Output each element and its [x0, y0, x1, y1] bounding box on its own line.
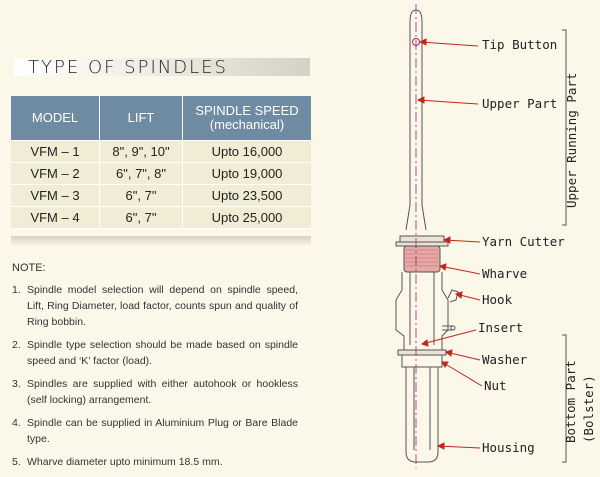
hook-shape [448, 290, 458, 302]
header-speed-line2: (mechanical) [209, 117, 285, 132]
label-wharve: Wharve [482, 266, 528, 281]
label-upper-running-part: Upper Running Part [564, 72, 579, 208]
note-text: Spindle model selection will depend on spindle speed, Lift, Ring Diameter, load factor, counts spun and quality of Ring bobbin. [27, 284, 298, 328]
table-row [11, 163, 311, 185]
table-row [11, 185, 311, 207]
cell-model: VFM – 3 [11, 185, 100, 207]
label-bolster: (Bolster) [581, 375, 596, 443]
table-shadow [11, 236, 311, 246]
cell-speed: Upto 23,500 [183, 185, 312, 207]
washer-shape [398, 350, 446, 355]
spindle-diagram [330, 0, 600, 470]
label-insert: Insert [478, 320, 524, 335]
note-text: Spindles are supplied with either autohook or hookless (self locking) arrangement. [27, 378, 298, 406]
label-tip-button: Tip Button [482, 37, 558, 52]
note-item [12, 282, 298, 330]
label-bottom-part: Bottom Part [563, 360, 578, 443]
table-row [11, 141, 311, 163]
cell-speed: Upto 19,000 [183, 163, 312, 185]
spindle-table [11, 96, 311, 229]
note-item [12, 337, 298, 369]
note-text: Spindle type selection should be made based on spindle speed and ‘K’ factor (load). [27, 339, 298, 367]
table-header-row [11, 96, 311, 141]
label-nut: Nut [484, 378, 507, 393]
bolster-shape [396, 272, 448, 350]
cell-lift: 6", 7" [100, 207, 183, 229]
label-hook: Hook [482, 292, 513, 307]
note-number: 3. [12, 378, 21, 390]
label-housing: Housing [482, 440, 535, 455]
table-row [11, 207, 311, 229]
label-upper-part: Upper Part [482, 96, 558, 111]
cell-model: VFM – 4 [11, 207, 100, 229]
cell-lift: 8", 9", 10" [100, 141, 183, 163]
cell-lift: 6", 7", 8" [100, 163, 183, 185]
cell-model: VFM – 1 [11, 141, 100, 163]
notes-title: NOTE: [12, 262, 46, 274]
note-text: Spindle can be supplied in Aluminium Plug or Bare Blade type. [27, 417, 298, 445]
note-item [12, 376, 298, 408]
note-item [12, 454, 298, 470]
header-spindle-speed [183, 96, 312, 141]
note-number: 4. [12, 417, 21, 429]
cell-speed: Upto 25,000 [183, 207, 312, 229]
cell-speed: Upto 16,000 [183, 141, 312, 163]
note-item [12, 415, 298, 447]
header-lift: LIFT [100, 96, 183, 141]
notes-list [12, 282, 298, 477]
header-model: MODEL [11, 96, 100, 141]
page-title: TYPE OF SPINDLES [28, 57, 228, 78]
note-number: 5. [12, 456, 21, 468]
housing-shape [406, 367, 438, 462]
header-speed-line1: SPINDLE SPEED [195, 103, 299, 118]
cell-lift: 6", 7" [100, 185, 183, 207]
note-number: 2. [12, 339, 21, 351]
label-yarn-cutter: Yarn Cutter [482, 234, 565, 249]
cell-model: VFM – 2 [11, 163, 100, 185]
label-washer: Washer [482, 352, 528, 367]
note-text: Wharve diameter upto minimum 18.5 mm. [27, 456, 223, 468]
note-number: 1. [12, 284, 21, 296]
yarn-cutter-shape [400, 236, 444, 242]
nut-shape [402, 355, 442, 367]
